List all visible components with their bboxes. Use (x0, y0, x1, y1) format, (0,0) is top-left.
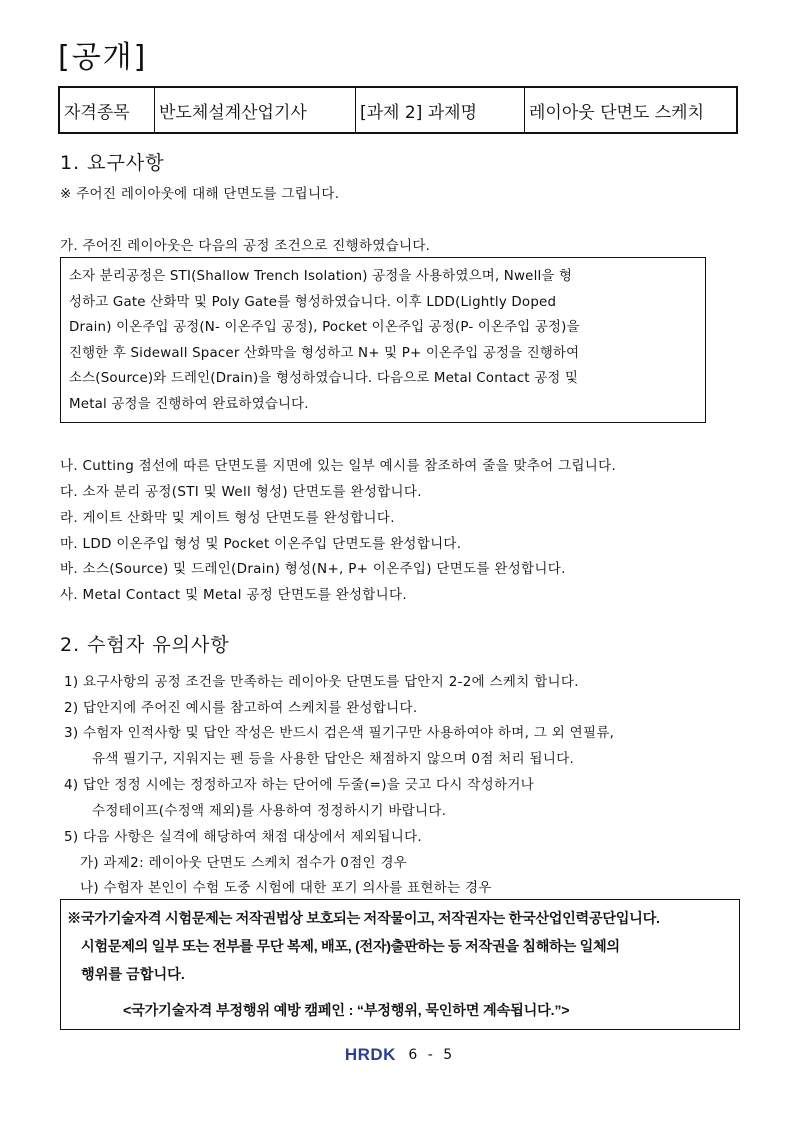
section1-note: ※ 주어진 레이아웃에 대해 단면도를 그립니다. (60, 186, 340, 202)
section2-title: 2. 수험자 유의사항 (60, 634, 230, 656)
box-line: 소자 분리공정은 STI(Shallow Trench Isolation) 공정을 사용하였으며, Nwell을 형 (69, 269, 573, 284)
copyright-line: 시험문제의 일부 또는 전부를 무단 복제, 배포, (전자)출판하는 등 저작권을 침해하는 일체의 (81, 939, 620, 955)
caution-item: 4) 답안 정정 시에는 정정하고자 하는 단어에 두줄(=)을 긋고 다시 작성하거나 (64, 777, 535, 793)
requirement-item: 나. Cutting 점선에 따른 단면도를 지면에 있는 일부 예시를 참조하여 줄을 맞추어 그립니다. (60, 458, 617, 474)
caution-item: 3) 수험자 인적사항 및 답안 작성은 반드시 검은색 필기구만 사용하여야 하며, 그 외 연필류, (64, 725, 615, 741)
caution-item: 나) 수험자 본인이 수험 도중 시험에 대한 포기 의사를 표현하는 경우 (80, 880, 492, 896)
task-name: 레이아웃 단면도 스케치 (525, 87, 738, 133)
process-conditions-box (60, 257, 706, 423)
box-line: 소스(Source)와 드레인(Drain)을 형성하였습니다. 다음으로 Metal Contact 공정 및 (69, 371, 579, 387)
public-badge: [공개] (58, 40, 148, 75)
task-label: [과제 2] 과제명 (356, 87, 525, 133)
requirement-item: 바. 소스(Source) 및 드레인(Drain) 형성(N+, P+ 이온주입) 단면도를 완성합니다. (60, 561, 566, 577)
box-line: 진행한 후 Sidewall Spacer 산화막을 형성하고 N+ 및 P+ 이온주입 공정을 진행하여 (69, 345, 580, 361)
page-number: 6 - 5 (408, 1047, 456, 1063)
page-footer (0, 1045, 800, 1065)
requirement-item: 사. Metal Contact 및 Metal 공정 단면도를 완성합니다. (60, 587, 407, 603)
campaign-line: <국가기술자격 부정행위 예방 캠페인 : “부정행위, 묵인하면 계속됩니다.”> (123, 1003, 570, 1019)
caution-item: 2) 답안지에 주어진 예시를 참고하여 스케치를 완성합니다. (64, 700, 418, 716)
section1-title: 1. 요구사항 (60, 152, 165, 174)
section1-ga: 가. 주어진 레이아웃은 다음의 공정 조건으로 진행하였습니다. (60, 238, 431, 254)
box-line: Metal 공정을 진행하여 완료하였습니다. (69, 396, 309, 412)
caution-item: 유색 필기구, 지워지는 펜 등을 사용한 답안은 채점하지 않으며 0점 처리 됩니다. (92, 751, 575, 767)
requirement-item: 라. 게이트 산화막 및 게이트 형성 단면도를 완성합니다. (60, 510, 395, 526)
requirement-item: 마. LDD 이온주입 형성 및 Pocket 이온주입 단면도를 완성합니다. (60, 536, 462, 552)
info-table (58, 86, 738, 134)
caution-item: 가) 과제2: 레이아웃 단면도 스케치 점수가 0점인 경우 (80, 855, 408, 871)
copyright-notice-box (60, 899, 740, 1030)
hrdk-logo: HRDK (344, 1045, 396, 1064)
caution-item: 수정테이프(수정액 제외)를 사용하여 정정하시기 바랍니다. (92, 803, 447, 819)
box-line: 성하고 Gate 산화막 및 Poly Gate를 형성하였습니다. 이후 LDD(Lightly Doped (69, 294, 557, 310)
caution-item: 5) 다음 사항은 실격에 해당하여 채점 대상에서 제외됩니다. (64, 829, 423, 845)
caution-item: 1) 요구사항의 공정 조건을 만족하는 레이아웃 단면도를 답안지 2-2에 스케치 합니다. (64, 674, 579, 690)
box-line: Drain) 이온주입 공정(N- 이온주입 공정), Pocket 이온주입 공정(P- 이온주입 공정)을 (69, 320, 580, 336)
copyright-line: ※국가기술자격 시험문제는 저작권법상 보호되는 저작물이고, 저작권자는 한국산업인력공단입니다. (67, 911, 660, 927)
requirement-item: 다. 소자 분리 공정(STI 및 Well 형성) 단면도를 완성합니다. (60, 484, 422, 500)
qualification-label: 자격종목 (59, 87, 155, 133)
copyright-line: 행위를 금합니다. (81, 967, 185, 983)
qualification-value: 반도체설계산업기사 (155, 87, 356, 133)
